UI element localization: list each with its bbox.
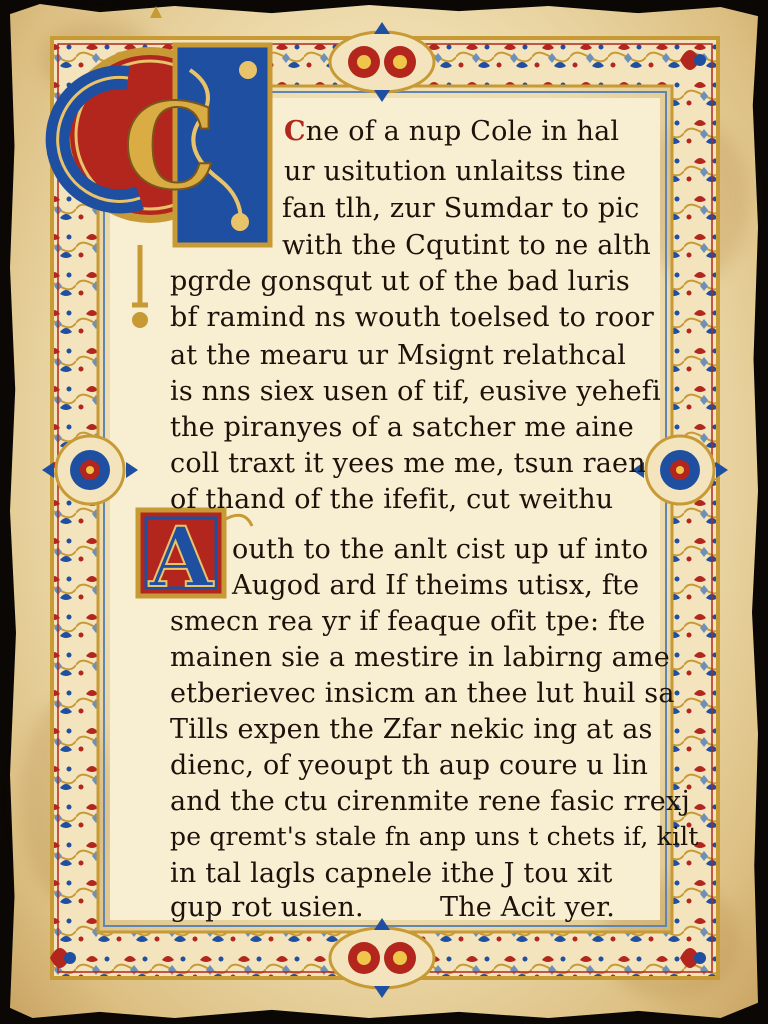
text-line: at the mearu ur Msignt relathcal <box>170 340 627 371</box>
rosette-top <box>330 22 434 102</box>
text-line: smecn rea yr if feaque ofit tpe: fte <box>170 606 646 637</box>
text-line-final-right: The Acit yer. <box>440 892 616 923</box>
text-line: Augod ard If theims utisx, fte <box>232 570 640 601</box>
text-line: pe qremt's stale fn anp uns t chets if, kilt <box>170 822 699 851</box>
text-line: is nns siex usen of tif, eusive yehefi <box>170 376 661 407</box>
rosette-bottom <box>330 918 434 998</box>
line-text: outh to the anlt cist up uf into <box>232 534 649 565</box>
drop-letter: C <box>284 116 306 147</box>
line-text: ne of a nup Cole in hal <box>305 116 620 147</box>
initial-c-glyph: C <box>123 77 217 216</box>
text-line <box>150 534 648 565</box>
initial-a-glyph: A <box>149 510 213 606</box>
text-line: and the ctu cirenmite rene fasic rrexj <box>170 786 690 817</box>
text-line: of thand of the ifefit, cut weithu <box>170 484 614 515</box>
text-line: the piranyes of a satcher me aine <box>170 412 634 443</box>
text-line: pgrde gonsqut ut of the bad luris <box>170 266 630 297</box>
text-line: ur usitution unlaitss tine <box>284 156 627 187</box>
text-line: mainen sie a mestire in labirng ame <box>170 642 670 673</box>
text-line: etberievec insicm an thee lut huil sa <box>170 678 675 709</box>
text-line-final-left: gup rot usien. <box>170 892 364 923</box>
text-line: coll traxt it yees me me, tsun raen <box>170 448 646 479</box>
text-line: fan tlh, zur Sumdar to pic <box>282 193 640 224</box>
text-line: bf ramind ns wouth toelsed to roor <box>170 302 654 333</box>
text-line: Tills expen the Zfar nekic ing at as <box>170 714 653 745</box>
text-line: dienc, of yeoupt th aup coure u lin <box>170 750 649 781</box>
text-line <box>284 116 619 147</box>
text-line: in tal lagls capnele ithe J tou xit <box>170 858 613 889</box>
text-line: with the Cqutint to ne alth <box>282 230 652 261</box>
